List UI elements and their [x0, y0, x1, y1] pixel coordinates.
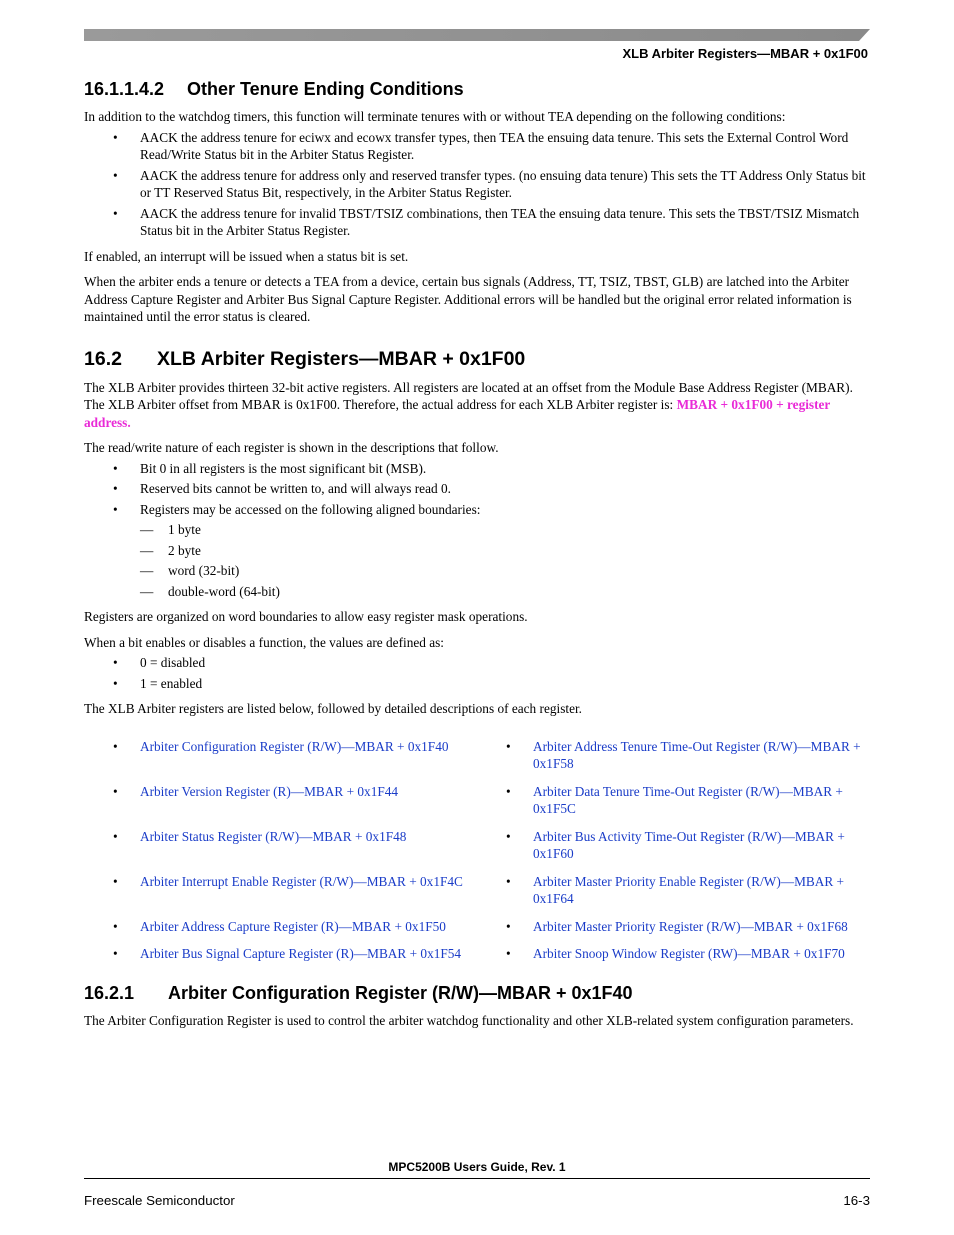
- section-title: Other Tenure Ending Conditions: [187, 79, 464, 99]
- dash-item: — 1 byte: [84, 521, 869, 539]
- footer-company: Freescale Semiconductor: [84, 1193, 235, 1208]
- register-link[interactable]: • Arbiter Bus Activity Time-Out Register (R/W)—MBAR + 0x1F60: [477, 828, 869, 863]
- section-number: 16.2: [84, 347, 122, 370]
- paragraph: The Arbiter Configuration Register is used to control the arbiter watchdog functionality and other XLB-related system configuration parameters.: [84, 1012, 854, 1028]
- address-formula: MBAR + 0x1F00 + register address.: [84, 397, 831, 430]
- paragraph: Registers are organized on word boundaries to allow easy register mask operations.: [84, 609, 528, 624]
- register-link[interactable]: • Arbiter Version Register (R)—MBAR + 0x1F44: [84, 783, 477, 818]
- register-link[interactable]: • Arbiter Bus Signal Capture Register (R)—MBAR + 0x1F54: [84, 945, 477, 963]
- list-item: • AACK the address tenure for eciwx and ecowx transfer types, then TEA the ensuing data tenure. This sets the External Control Word Read/Write Status bit in the Arbiter Status Register.: [84, 129, 869, 164]
- register-link[interactable]: • Arbiter Address Capture Register (R)—MBAR + 0x1F50: [84, 918, 477, 936]
- dash-item: — 2 byte: [84, 542, 869, 560]
- bullet-list: [84, 460, 869, 519]
- register-link[interactable]: • Arbiter Interrupt Enable Register (R/W)—MBAR + 0x1F4C: [84, 873, 477, 908]
- footer-divider: [84, 1178, 870, 1179]
- list-item: • Registers may be accessed on the following aligned boundaries:: [84, 501, 869, 519]
- list-item: • Bit 0 in all registers is the most significant bit (MSB).: [84, 460, 869, 478]
- page-content: [84, 77, 869, 1029]
- register-link[interactable]: • Arbiter Address Tenure Time-Out Register (R/W)—MBAR + 0x1F58: [477, 738, 869, 773]
- section-heading-16-2: [84, 348, 869, 371]
- paragraph: The read/write nature of each register is shown in the descriptions that follow.: [84, 440, 499, 455]
- bullet-list: [84, 129, 869, 240]
- dash-list: [84, 521, 869, 600]
- section-number: 16.1.1.4.2: [84, 79, 165, 99]
- list-item: • Reserved bits cannot be written to, and will always read 0.: [84, 480, 869, 498]
- paragraph: When a bit enables or disables a function, the values are defined as:: [84, 634, 444, 650]
- section-heading-16-2-1: [84, 983, 869, 1004]
- register-link[interactable]: • Arbiter Configuration Register (R/W)—MBAR + 0x1F40: [84, 738, 477, 773]
- register-link[interactable]: • Arbiter Status Register (R/W)—MBAR + 0x1F48: [84, 828, 477, 863]
- bullet-list: [84, 654, 869, 692]
- paragraph: If enabled, an interrupt will be issued when a status bit is set.: [84, 248, 409, 264]
- section-number: 16.2.1: [84, 982, 135, 1003]
- header-bar: [84, 29, 870, 41]
- page-number: 16-3: [843, 1193, 870, 1208]
- list-item: • AACK the address tenure for invalid TBST/TSIZ combinations, then TEA the ensuing data tenure. This sets the TBST/TSIZ Mismatch Status bit in the Arbiter Status Register.: [84, 205, 869, 240]
- section-title: Arbiter Configuration Register (R/W)—MBAR + 0x1F40: [168, 982, 633, 1003]
- running-header: XLB Arbiter Registers—MBAR + 0x1F00: [622, 46, 868, 61]
- footer-guide-title: MPC5200B Users Guide, Rev. 1: [388, 1160, 566, 1174]
- list-item: • 1 = enabled: [84, 675, 869, 693]
- paragraph-text: The XLB Arbiter provides thirteen 32-bit active registers. All registers are located at an offset from the Module Base Address Register (MBAR). The XLB Arbiter offset from MBAR is 0x1F00. Therefore, the actual address for each XLB Arbiter register is:: [84, 379, 853, 412]
- register-link[interactable]: • Arbiter Data Tenure Time-Out Register (R/W)—MBAR + 0x1F5C: [477, 783, 869, 818]
- register-link[interactable]: • Arbiter Master Priority Enable Register (R/W)—MBAR + 0x1F64: [477, 873, 869, 908]
- register-link[interactable]: • Arbiter Master Priority Register (R/W)—MBAR + 0x1F68: [477, 918, 869, 936]
- list-item: • AACK the address tenure for address only and reserved transfer types. (no ensuing data tenure) This sets the TT Address Only Status bit or TT Reserved Status Bit, respectively, in the Arbiter Status Register.: [84, 167, 869, 202]
- list-item: • 0 = disabled: [84, 654, 869, 672]
- paragraph: When the arbiter ends a tenure or detects a TEA from a device, certain bus signals (Address, TT, TSIZ, TBST, GLB) are latched into the Arbiter Address Capture Register and Arbiter Bus Signal Capture Register. Additional errors will be handled but the original error related information is maintained until the error status is cleared.: [84, 274, 852, 324]
- section-heading-16-1-1-4-2: [84, 79, 869, 100]
- register-link-list: [84, 738, 869, 963]
- dash-item: — double-word (64-bit): [84, 583, 869, 601]
- register-link[interactable]: • Arbiter Snoop Window Register (RW)—MBAR + 0x1F70: [477, 945, 869, 963]
- paragraph: In addition to the watchdog timers, this function will terminate tenures with or without TEA depending on the following conditions:: [84, 109, 786, 124]
- section-title: XLB Arbiter Registers—MBAR + 0x1F00: [157, 347, 526, 370]
- paragraph: [84, 379, 869, 432]
- dash-item: — word (32-bit): [84, 562, 869, 580]
- paragraph: The XLB Arbiter registers are listed below, followed by detailed descriptions of each register.: [84, 701, 582, 716]
